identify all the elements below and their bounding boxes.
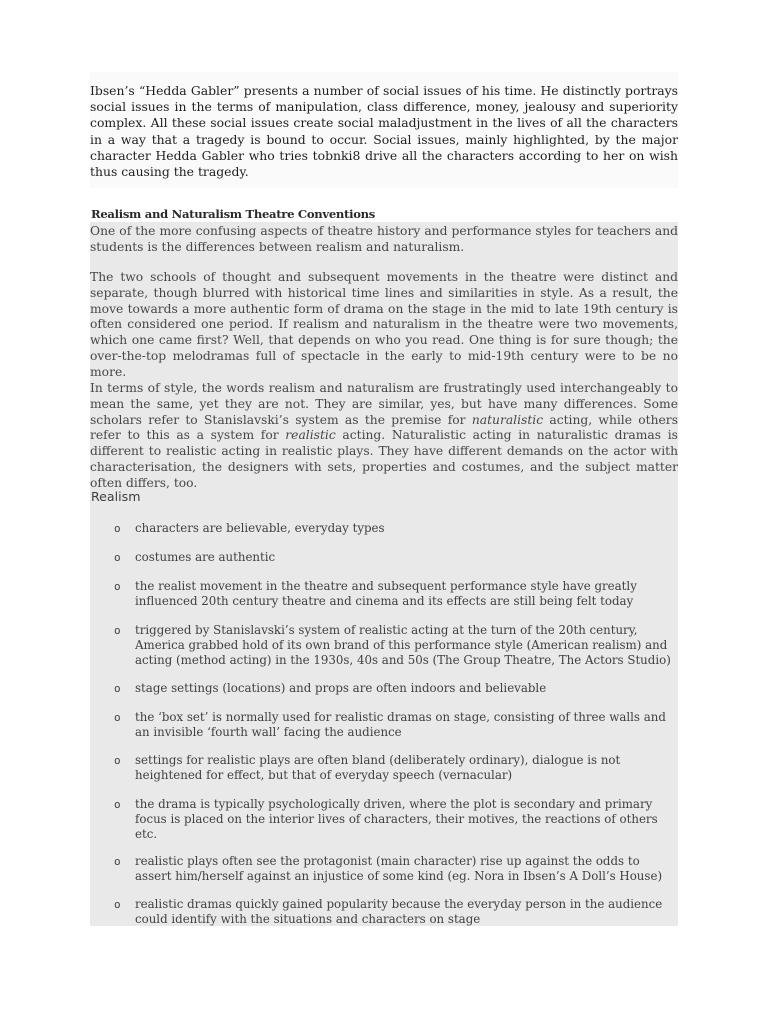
bullet-marker: o: [114, 580, 121, 593]
paragraph-differences: One of the more confusing aspects of theatre history and performance styles for teachers and students is the differences between realism and naturalism.: [90, 224, 678, 254]
list-item-text: the drama is typically psychologically driven, where the plot is secondary and primary focus is placed on the interior lives of characters, their motives, the reactions of others etc.: [135, 797, 658, 842]
list-item: [114, 710, 678, 740]
style-text-2: acting, while others refer to this as a system for: [90, 412, 678, 443]
list-item-text: characters are believable, everyday types: [135, 521, 385, 535]
bullet-marker: o: [114, 855, 121, 868]
bullet-marker: o: [114, 551, 121, 564]
list-item-text: the ‘box set’ is normally used for realistic dramas on stage, consisting of three walls and an invisible ‘fourth wall’ facing the audience: [135, 710, 666, 740]
paragraph-schools: The two schools of thought and subsequent movements in the theatre were distinct and separate, though blurred with historical time lines and similarities in style. As a result, the move towards a more authentic form of drama on the stage in the mid to late 19th century is often considered one period. If realism and naturalism in the theatre were two movements, which one came first? Well, that depends on who you read. One thing is for sure though; the over-the-top melodramas full of spectacle in the early to mid-19th century were to be no more.: [90, 270, 678, 379]
style-italic-naturalistic: naturalistic: [471, 412, 544, 427]
list-item-text: costumes are authentic: [135, 550, 276, 564]
list-item-text: realistic dramas quickly gained popularity because the everyday person in the audience could identify with the situations and characters on stage: [135, 897, 663, 927]
list-item-text: triggered by Stanislavski’s system of realistic acting at the turn of the 20th century, America grabbed hold of its own brand of this performance style (American realism) and acting (method acting) in the 1930s, 40s and 50s (The Group Theatre, The Actors Studio): [135, 623, 671, 668]
bullet-marker: o: [114, 898, 121, 911]
bullet-marker: o: [114, 682, 121, 695]
style-italic-realistic: realistic: [285, 428, 336, 443]
list-item: [114, 579, 678, 609]
bullet-marker: o: [114, 624, 121, 637]
list-item: [114, 623, 678, 669]
realism-title: Realism: [91, 489, 141, 504]
bullet-marker: o: [114, 798, 121, 811]
list-item-text: the realist movement in the theatre and subsequent performance style have greatly influenced 20th century theatre and cinema and its effects are still being felt today: [135, 579, 637, 609]
intro-block: [90, 72, 678, 188]
bullet-marker: o: [114, 754, 121, 767]
list-item-text: stage settings (locations) and props are often indoors and believable: [135, 681, 547, 695]
list-item: [114, 753, 678, 783]
intro-paragraph: Ibsen’s “Hedda Gabler” presents a number of social issues of his time. He distinctly portrays social issues in the terms of manipulation, class difference, money, jealousy and superiority complex. All these social issues create social maladjustment in the lives of all the characters in a way that a tragedy is bound to occur. Social issues, mainly highlighted, by the major character Hedda Gabler who tries tobnki8 drive all the characters according to her on wish thus causing the tragedy.: [90, 83, 678, 180]
style-text-3: acting. Naturalistic acting in naturalistic dramas is different to realistic acting in realistic plays. They have different demands on the actor with characterisation, the designers with sets, properties and costumes, and the subject matter often differs, too.: [90, 428, 678, 490]
list-item: [114, 797, 678, 843]
list-item: [114, 521, 678, 536]
list-item: [114, 681, 678, 696]
list-item: [114, 550, 678, 565]
bullet-marker: o: [114, 522, 121, 535]
paragraph-style: [90, 381, 678, 492]
list-item: [114, 897, 678, 927]
list-item: [114, 854, 678, 884]
list-item-text: realistic plays often see the protagonist (main character) rise up against the odds to assert him/herself against an injustice of some kind (eg. Nora in Ibsen’s A Doll’s House): [135, 854, 663, 884]
list-item-text: settings for realistic plays are often bland (deliberately ordinary), dialogue is not heightened for effect, but that of everyday speech (vernacular): [135, 753, 621, 783]
bullet-marker: o: [114, 711, 121, 724]
style-text-1: In terms of style, the words realism and naturalism are frustratingly used interchangeably to mean the same, yet they are not. They are similar, yes, but have many differences. Some scholars refer to Stanislavski’s system as the premise for: [90, 381, 678, 427]
section-heading: Realism and Naturalism Theatre Conventions: [91, 207, 376, 221]
